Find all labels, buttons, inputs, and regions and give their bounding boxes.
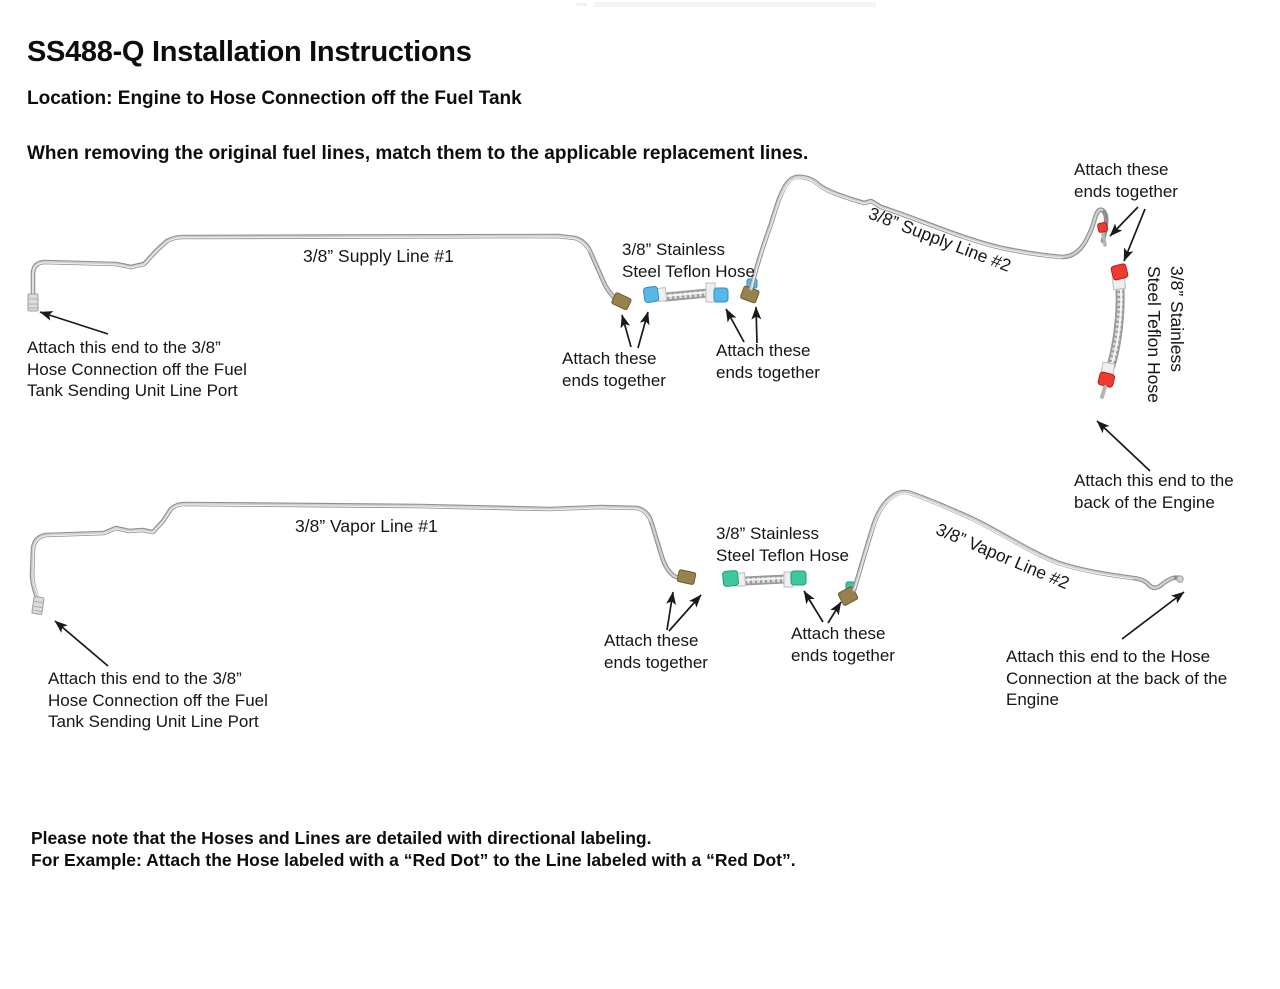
tank-port-fitting-vapor [32, 596, 44, 614]
arrow-engine-hose-connection [1122, 592, 1184, 639]
attach-engine-hose-connection-label: Attach this end to the Hose Connection at the back of the Engine [1006, 647, 1228, 709]
arrow-hose-left-a [622, 315, 631, 347]
attach-these-supply-right-label: Attach these ends together [716, 341, 820, 382]
vapor-line-1-end-fitting [677, 569, 696, 584]
vapor-line-2-label: 3/8” Vapor Line #2 [933, 519, 1073, 594]
green-dot-hose-left [722, 570, 738, 586]
blue-dot-hose-right [714, 288, 728, 302]
supply-line-1-label: 3/8” Supply Line #1 [303, 246, 454, 266]
arrow-vapor-hose-right-a [804, 591, 823, 622]
arrow-vapor-hose-right-b [828, 602, 841, 623]
vapor-teflon-hose [722, 570, 806, 587]
arrow-tank-vapor [55, 621, 108, 666]
engine-teflon-hose [1098, 263, 1129, 397]
arrow-tank-supply [40, 312, 108, 334]
green-dot-hose-right [791, 571, 806, 585]
location-subtitle: Location: Engine to Hose Connection off the Fuel Tank [27, 88, 522, 109]
attach-these-vapor-right-label: Attach these ends together [791, 624, 895, 665]
instruction-line: When removing the original fuel lines, match them to the applicable replacement lines. [27, 143, 809, 164]
attach-these-engine-hose-label: Attach these ends together [1074, 160, 1178, 201]
red-dot-line-2 [1097, 222, 1108, 233]
attach-tank-supply-label: Attach this end to the 3/8” Hose Connection off the Fuel Tank Sending Unit Line Port [27, 338, 247, 400]
arrow-engine-hose-top-a [1110, 207, 1138, 236]
arrow-hose-right-a [726, 309, 744, 342]
arrow-hose-right-b [756, 307, 757, 343]
arrow-engine-hose-top-b [1124, 209, 1145, 261]
tank-port-fitting-supply [28, 294, 38, 311]
blue-dot-hose-left [643, 286, 659, 303]
arrow-vapor-hose-left-a [667, 592, 673, 630]
supply-line-2-label: 3/8” Supply Line #2 [865, 203, 1014, 276]
vapor-line-1-label: 3/8” Vapor Line #1 [295, 516, 438, 536]
arrow-hose-left-b [638, 312, 648, 348]
vapor-line-2-end-tip [1177, 576, 1183, 582]
supply-teflon-hose [643, 283, 728, 303]
annotation-arrows [40, 207, 1184, 666]
supply-hose-label: 3/8” Stainless Steel Teflon Hose [622, 240, 755, 281]
attach-tank-vapor-label: Attach this end to the 3/8” Hose Connection off the Fuel Tank Sending Unit Line Port [48, 669, 268, 731]
engine-hose-vertical-label: 3/8” Stainless Steel Teflon Hose [1144, 266, 1187, 403]
arrow-engine-back [1097, 421, 1150, 471]
page-title: SS488-Q Installation Instructions [27, 36, 472, 68]
scan-artifact-line [576, 2, 876, 7]
red-dot-hose-top [1111, 263, 1129, 280]
attach-engine-back-label: Attach this end to the back of the Engine [1074, 471, 1234, 512]
attach-these-supply-left-label: Attach these ends together [562, 349, 666, 390]
attach-these-vapor-left-label: Attach these ends together [604, 631, 708, 672]
vapor-hose-label: 3/8” Stainless Steel Teflon Hose [716, 524, 849, 565]
arrow-vapor-hose-left-b [669, 595, 701, 631]
directional-labeling-note: Please note that the Hoses and Lines are detailed with directional labeling. For Example: Attach the Hose labeled with a “Red Dot” to the Line labeled with a “Red Dot”. [31, 828, 796, 870]
